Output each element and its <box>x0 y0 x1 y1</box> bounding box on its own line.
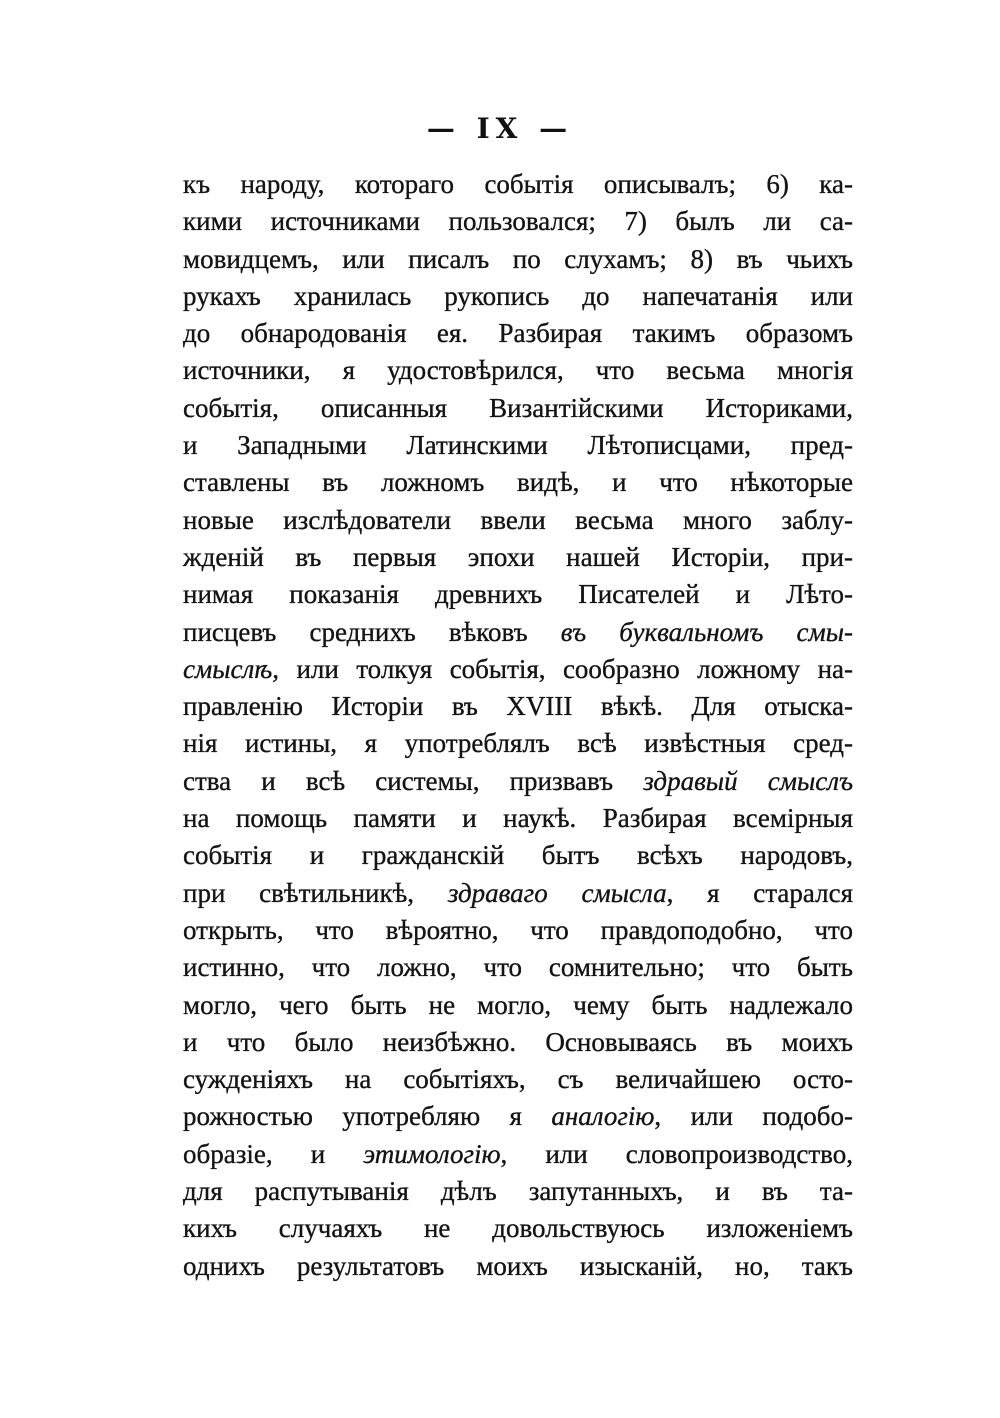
text-line: кими источниками пользовался; 7) былъ ли са- <box>183 206 853 237</box>
italic-fragment: здраваго смысла <box>447 877 667 908</box>
text-line: жденій въ первыя эпохи нашей Исторіи, при- <box>183 541 853 572</box>
text-fragment: образіе, и <box>183 1138 326 1169</box>
body-text <box>183 166 853 1285</box>
text-line: мовидцемъ, или писалъ по слухамъ; 8) въ чьихъ <box>183 243 853 274</box>
text-line: нимая показанія древнихъ Писателей и Лѣто- <box>183 579 853 610</box>
text-line <box>183 614 853 651</box>
text-line: на помощь памяти и наукѣ. Разбирая всемірныя <box>183 803 853 834</box>
text-line: ставлены въ ложномъ видѣ, и что нѣкоторые <box>183 467 853 498</box>
text-fragment: ства и всѣ системы, призвавъ <box>183 765 614 796</box>
text-fragment: , я старался <box>666 877 853 908</box>
text-fragment: или толкуя событія, сообразно ложному на- <box>296 653 854 684</box>
text-line: открыть, что вѣроятно, что правдоподобно, что <box>183 914 853 945</box>
italic-fragment: здравый смыслъ <box>643 765 854 796</box>
text-line: истинно, что ложно, что сомнительно; что быть <box>183 952 853 983</box>
text-line <box>183 1098 853 1135</box>
text-fragment: писцевъ среднихъ вѣковъ <box>183 616 528 647</box>
text-line <box>183 763 853 800</box>
text-line: рукахъ хранилась рукопись до напечатанія или <box>183 280 853 311</box>
text-fragment: , или словопроизводство, <box>500 1138 853 1169</box>
text-line: къ народу, котораго событія описывалъ; 6) ка- <box>183 169 853 199</box>
text-fragment: рожностью употребляю я <box>183 1101 522 1132</box>
text-line <box>183 1136 853 1173</box>
text-line <box>183 651 853 688</box>
text-line: однихъ результатовъ моихъ изысканій, но, такъ <box>183 1250 853 1281</box>
text-line: новые изслѣдователи ввели весьма много заблу- <box>183 504 853 535</box>
page-number: — IX — <box>426 112 574 145</box>
text-line: событія, описанныя Византійскими Историками, <box>183 392 853 423</box>
text-line <box>183 875 853 912</box>
text-line: событія и гражданскій бытъ всѣхъ народовъ, <box>183 840 853 871</box>
text-line: для распутыванія дѣлъ запутанныхъ, и въ та- <box>183 1176 853 1207</box>
italic-fragment: смыслѣ, <box>183 653 280 684</box>
text-line: и что было неизбѣжно. Основываясь въ моихъ <box>183 1026 853 1057</box>
text-fragment: при свѣтильникѣ, <box>183 877 415 908</box>
italic-fragment: этимологію <box>363 1138 501 1169</box>
text-line: и Западными Латинскими Лѣтописцами, пред- <box>183 430 853 461</box>
italic-fragment: аналогію <box>551 1101 655 1132</box>
text-line: правленію Исторіи въ XVIII вѣкѣ. Для отыска- <box>183 691 853 722</box>
text-line: нія истины, я употреблялъ всѣ извѣстныя сред- <box>183 728 853 759</box>
text-line: кихъ случаяхъ не довольствуюсь изложеніемъ <box>183 1213 853 1244</box>
italic-fragment: въ буквальномъ смы- <box>560 616 854 647</box>
text-line: сужденіяхъ на событіяхъ, съ величайшею осто- <box>183 1064 853 1095</box>
text-line: могло, чего быть не могло, чему быть надлежало <box>183 989 853 1020</box>
text-line: источники, я удостовѣрился, что весьма многія <box>183 355 853 386</box>
text-line: до обнародованія ея. Разбирая такимъ образомъ <box>183 318 853 349</box>
text-fragment: , или подобо- <box>654 1101 853 1132</box>
